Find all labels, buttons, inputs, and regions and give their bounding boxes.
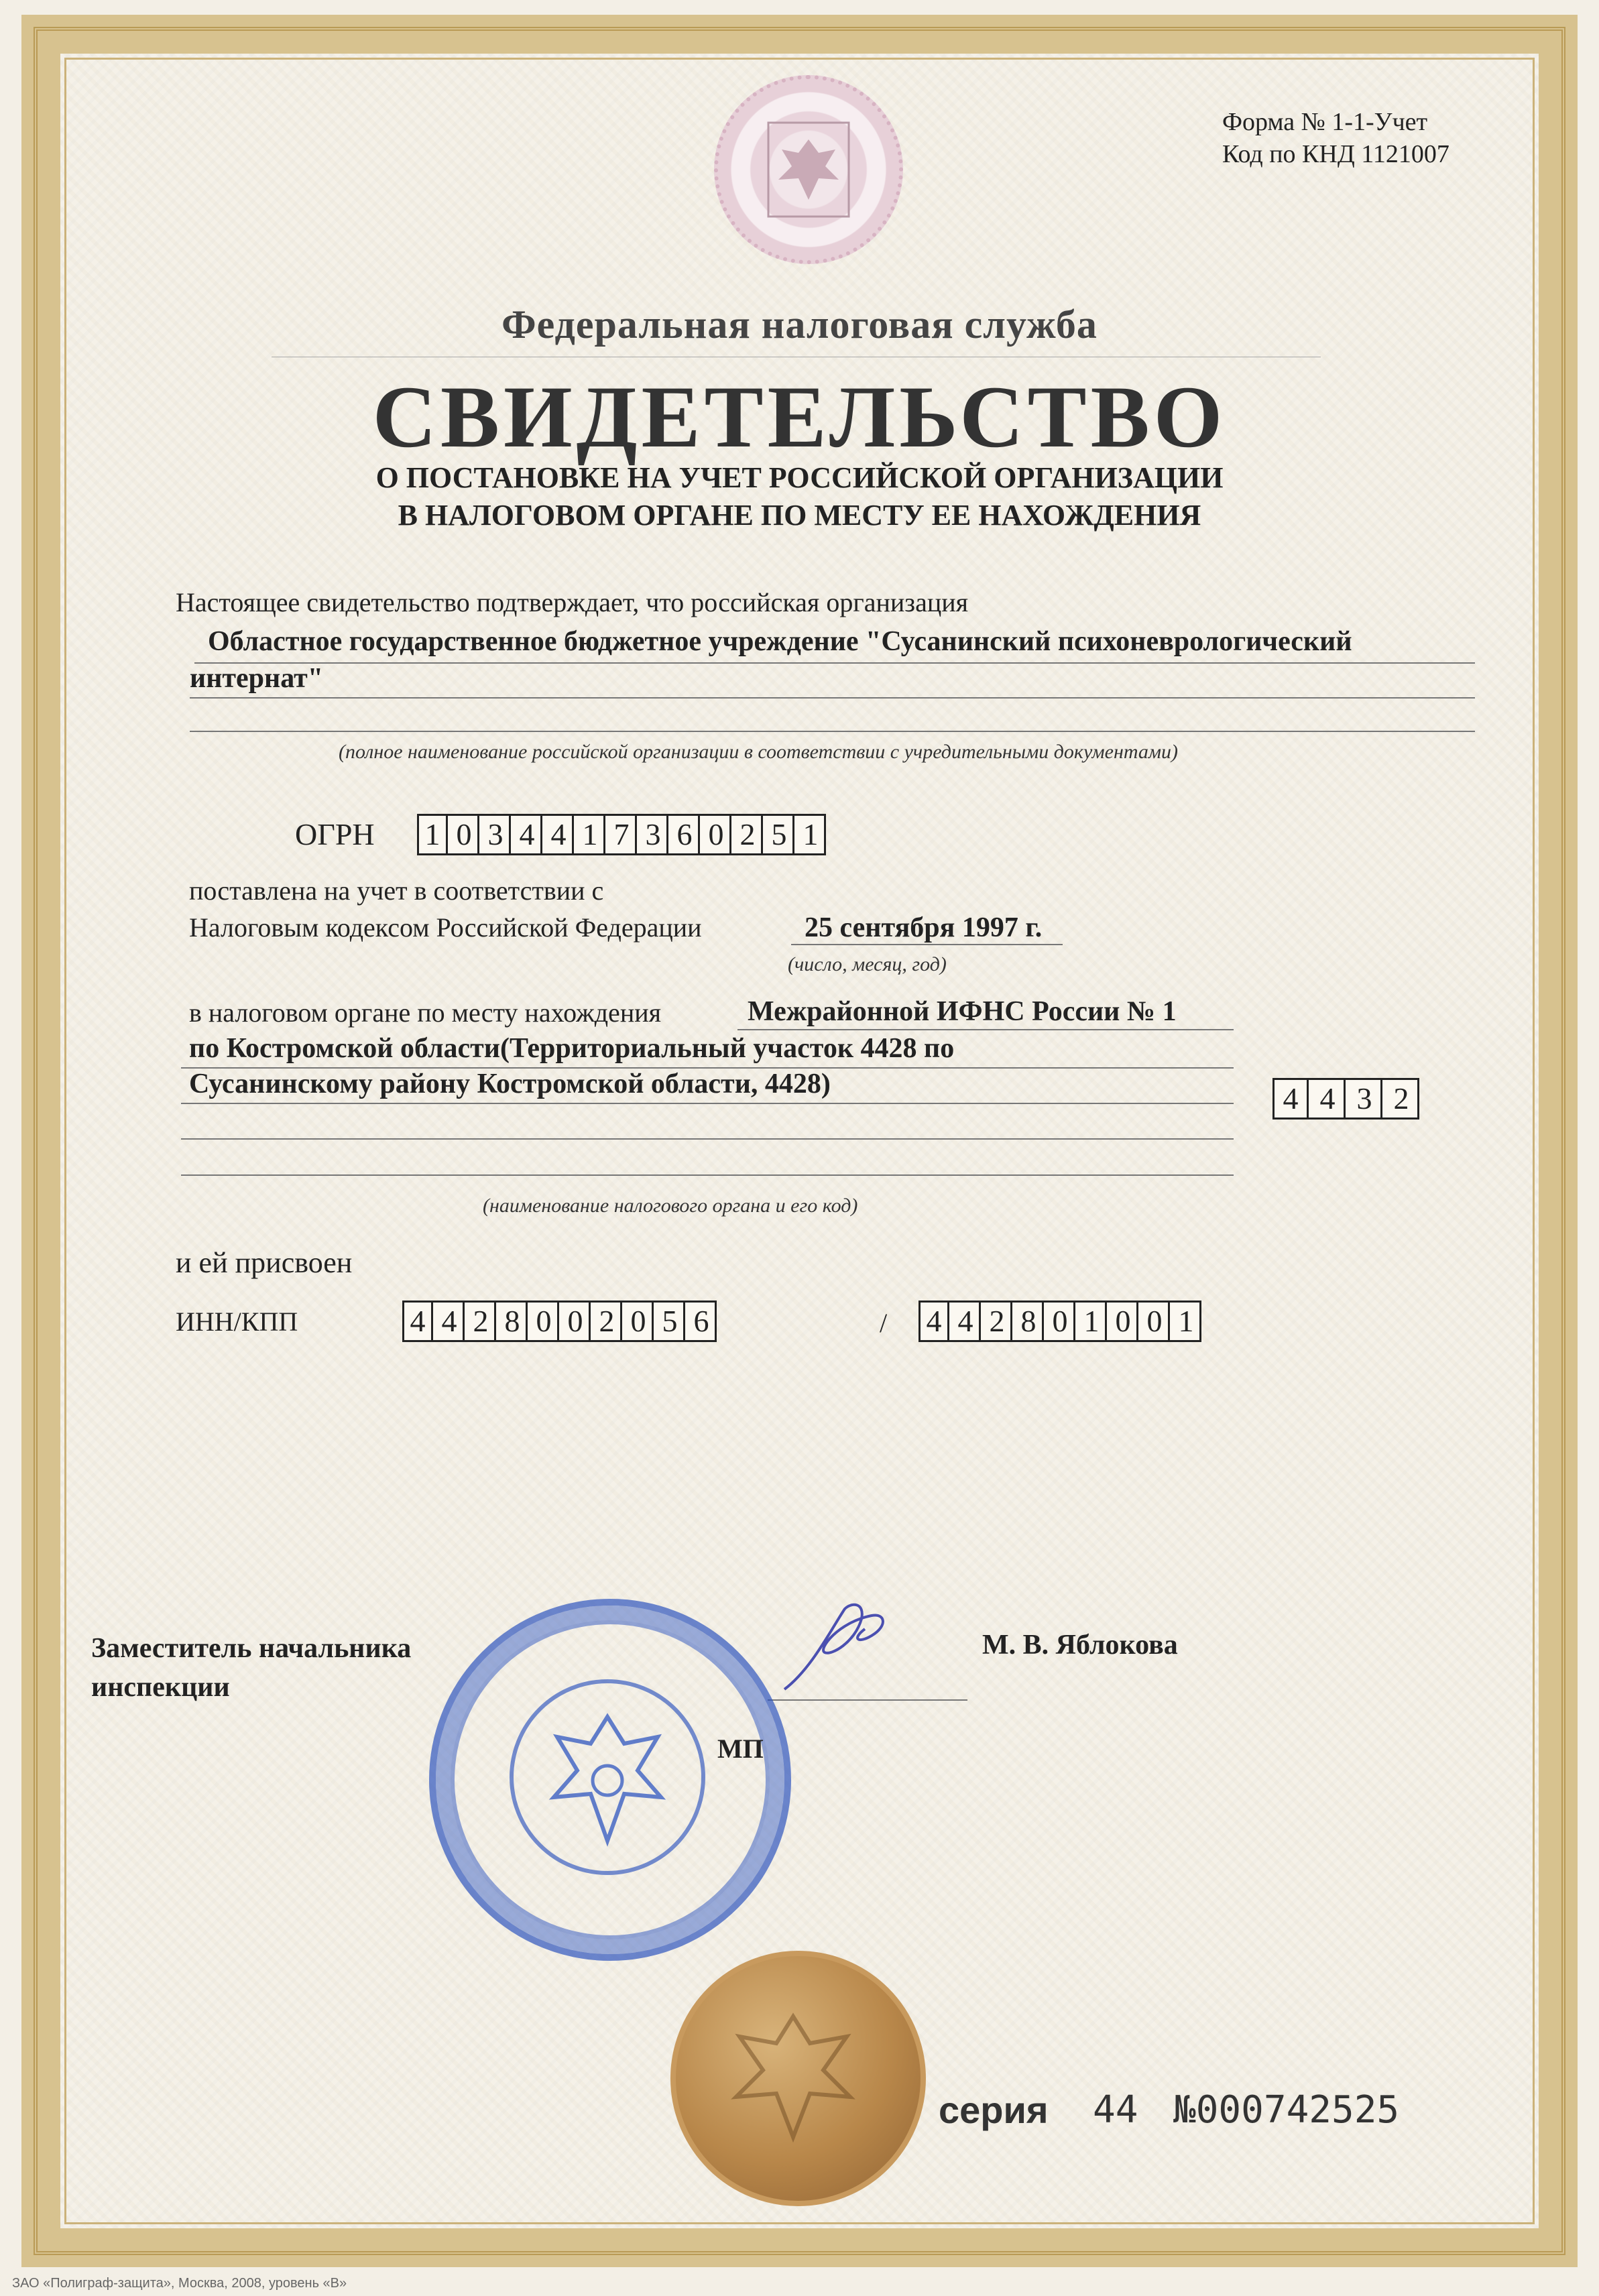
digit-cell: 3 [1348, 1080, 1382, 1117]
organization-name-line-2: интернат" [190, 663, 324, 694]
digit-cell: 3 [640, 816, 668, 853]
digit-cell: 0 [1047, 1303, 1075, 1340]
signatory-position-line-2: инспекции [91, 1672, 230, 1703]
digit-cell: 6 [671, 816, 700, 853]
gold-seal [670, 1951, 926, 2206]
inn-kpp-separator: / [880, 1308, 888, 1338]
digit-cell: 5 [656, 1303, 685, 1340]
inn-kpp-label: ИНН/КПП [176, 1307, 298, 1337]
digit-cell: 4 [545, 816, 574, 853]
certificate-frame [21, 15, 1578, 2267]
organization-name-line-1: Областное государственное бюджетное учреждение "Сусанинский психоневрологический [208, 626, 1352, 657]
tax-authority-code-boxes [1272, 1078, 1419, 1120]
knd-code: Код по КНД 1121007 [1222, 140, 1449, 168]
digit-cell: 4 [952, 1303, 981, 1340]
digit-cell: 0 [625, 1303, 654, 1340]
digit-cell: 2 [1393, 1081, 1409, 1115]
digit-cell: 1 [1078, 1303, 1107, 1340]
seal-eagle-icon [723, 1996, 864, 2151]
digit-cell: 4 [436, 1303, 465, 1340]
agency-name: Федеральная налоговая служба [501, 302, 1098, 347]
tax-authority-line-3: Сусанинскому району Костромской области, 4428) [189, 1069, 831, 1099]
digit-cell: 2 [467, 1303, 496, 1340]
digit-cell: 0 [1141, 1303, 1170, 1340]
series-number: №000742525 [1173, 2088, 1400, 2132]
digit-cell: 6 [693, 1304, 709, 1338]
organization-caption: (полное наименование российской организации в соответствии с учредительными документами) [339, 741, 1179, 763]
kpp-digit-boxes [919, 1301, 1201, 1342]
organization-intro: Настоящее свидетельство подтверждает, что российская организация [176, 587, 969, 617]
digit-cell: 2 [984, 1303, 1012, 1340]
underline [791, 944, 1063, 945]
registration-text-line-2: Налоговым кодексом Российской Федерации [189, 912, 702, 943]
stamp-inner-ring [510, 1679, 705, 1875]
stamp-eagle-icon [514, 1683, 701, 1871]
digit-cell: 2 [593, 1303, 622, 1340]
underline [181, 1138, 1234, 1140]
eagle-emblem-icon [765, 119, 852, 220]
registration-text-line-1: поставлена на учет в соответствии с [189, 875, 604, 906]
digit-cell: 4 [1311, 1080, 1346, 1117]
digit-cell: 4 [921, 1303, 949, 1340]
document-title: СВИДЕТЕЛЬСТВО [372, 367, 1227, 466]
digit-cell: 4 [514, 816, 542, 853]
signatory-position-line-1: Заместитель начальника [91, 1633, 412, 1664]
underline [190, 731, 1475, 732]
digit-cell: 0 [562, 1303, 591, 1340]
digit-cell: 4 [1275, 1080, 1309, 1117]
registration-date: 25 сентября 1997 г. [805, 912, 1043, 943]
signatory-position [91, 1629, 411, 1707]
underline [190, 697, 1475, 699]
ogrn-digit-boxes [417, 814, 826, 855]
digit-cell: 7 [608, 816, 637, 853]
tax-authority-intro: в налоговом органе по месту нахождения [189, 998, 662, 1028]
digit-cell: 0 [530, 1303, 559, 1340]
tax-authority-line-2: по Костромской области(Территориальный участок 4428 по [189, 1033, 955, 1064]
form-number-block [1222, 106, 1449, 170]
digit-cell: 3 [482, 816, 511, 853]
document-subtitle [0, 459, 1599, 534]
underline [194, 662, 1475, 664]
subtitle-line-1: О ПОСТАНОВКЕ НА УЧЕТ РОССИЙСКОЙ ОРГАНИЗАЦИИ [375, 461, 1224, 494]
printer-imprint: ЗАО «Полиграф-защита», Москва, 2008, уровень «В» [12, 2276, 347, 2291]
digit-cell: 5 [766, 816, 794, 853]
series-label: серия [939, 2089, 1049, 2131]
official-stamp [429, 1599, 791, 1961]
handwritten-signature [771, 1589, 905, 1723]
underline [181, 1103, 1234, 1104]
mp-mark: МП [717, 1734, 764, 1764]
digit-cell: 8 [1015, 1303, 1044, 1340]
digit-cell: 1 [577, 816, 605, 853]
series-value: 44 [1093, 2088, 1138, 2132]
signatory-name: М. В. Яблокова [982, 1630, 1178, 1660]
tax-authority-line-1: Межрайонной ИФНС России № 1 [748, 996, 1177, 1027]
digit-cell: 8 [499, 1303, 528, 1340]
underline [737, 1029, 1234, 1030]
hologram-emblem [714, 75, 903, 264]
digit-cell: 2 [734, 816, 763, 853]
digit-cell: 1 [419, 816, 448, 853]
date-caption: (число, месяц, год) [788, 953, 947, 975]
digit-cell: 0 [1110, 1303, 1138, 1340]
underline [181, 1174, 1234, 1176]
digit-cell: 1 [1178, 1304, 1194, 1338]
assigned-text: и ей присвоен [176, 1246, 353, 1279]
ogrn-label: ОГРН [295, 817, 375, 851]
inn-digit-boxes [402, 1301, 717, 1342]
digit-cell: 1 [803, 817, 819, 851]
subtitle-line-2: В НАЛОГОВОМ ОРГАНЕ ПО МЕСТУ ЕЕ НАХОЖДЕНИЯ [398, 499, 1201, 532]
tax-authority-caption: (наименование налогового органа и его код) [483, 1195, 858, 1217]
digit-cell: 0 [451, 816, 479, 853]
digit-cell: 4 [404, 1303, 433, 1340]
digit-cell: 0 [703, 816, 731, 853]
form-number: Форма № 1-1-Учет [1222, 108, 1428, 136]
